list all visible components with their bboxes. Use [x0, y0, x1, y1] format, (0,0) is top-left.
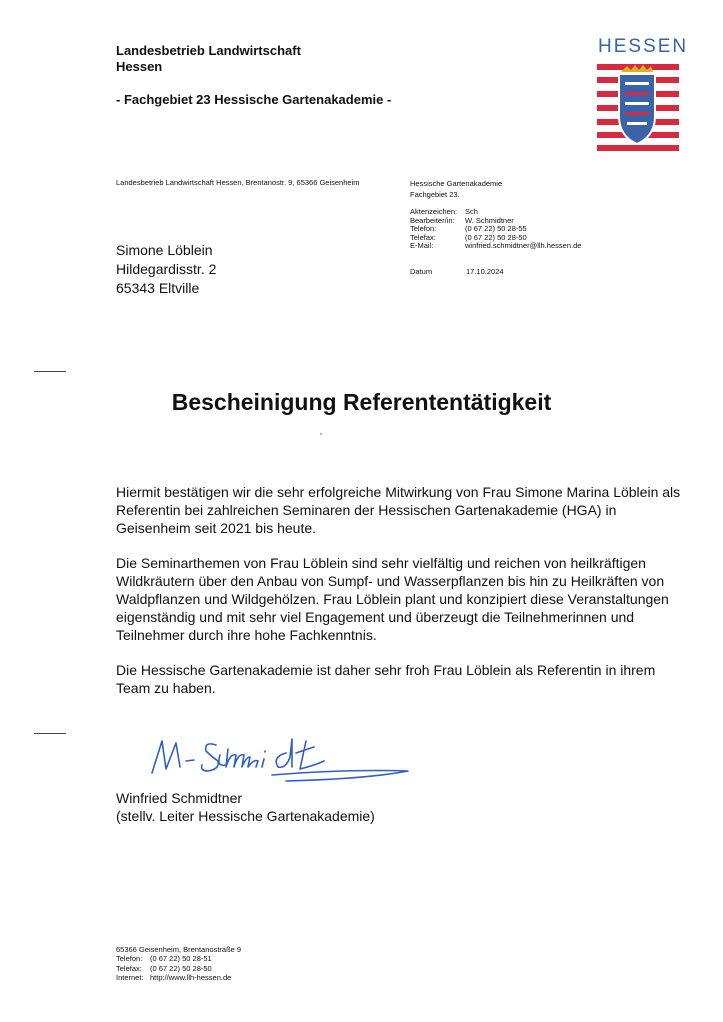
- date-row: [410, 267, 504, 276]
- info-department: [410, 178, 502, 200]
- recipient-street: Hildegardisstr. 2: [116, 261, 217, 277]
- info-value: (0 67 22) 50 28-50: [465, 232, 527, 242]
- fold-mark: [34, 733, 66, 734]
- footer-website: http://www.llh-hessen.de: [150, 972, 232, 982]
- department-heading: - Fachgebiet 23 Hessische Gartenakademie -: [116, 92, 392, 107]
- org-line-1: Landesbetrieb Landwirtschaft: [116, 43, 301, 58]
- info-value: Sch: [465, 207, 478, 216]
- info-key: E-Mail:: [410, 241, 434, 251]
- footer-key: Telefax:: [116, 963, 142, 973]
- info-dept-code: Fachgebiet 23.: [410, 190, 460, 199]
- letter-body: [116, 483, 686, 714]
- email-value: winfried.schmidtner@llh.hessen.de: [465, 241, 582, 251]
- recipient-city: 65343 Eltville: [116, 280, 200, 296]
- date-key: Datum: [410, 267, 433, 276]
- info-key: Telefax:: [410, 232, 436, 242]
- info-value: W. Schmidtner: [465, 215, 514, 225]
- info-table: [410, 208, 581, 251]
- body-paragraph-3: Die Hessische Gartenakademie ist daher sehr froh Frau Löblein als Referentin in ihrem Team zu haben.: [116, 662, 656, 696]
- recipient-address: [116, 241, 216, 298]
- footer-value: (0 67 22) 50 28-50: [150, 963, 212, 973]
- body-paragraph-1: Hiermit bestätigen wir die sehr erfolgreiche Mitwirkung von Frau Simone Marina Löblein als Referentin bei zahlreichen Seminaren der Hessischen Gartenakademie (HGA) in Geisenheim seit 2021 bis heute.: [116, 484, 681, 536]
- signer-role: (stellv. Leiter Hessische Gartenakademie): [116, 808, 375, 824]
- scan-speck: [320, 433, 322, 435]
- footer-row: [116, 954, 241, 963]
- info-key: Telefon:: [410, 224, 437, 234]
- handwritten-signature: [146, 735, 416, 790]
- info-dept-name: Hessische Gartenakademie: [410, 179, 503, 188]
- fold-mark: [34, 371, 66, 372]
- info-row: [410, 242, 581, 251]
- signer-block: [116, 789, 375, 825]
- footer-value: (0 67 22) 50 28-51: [150, 954, 212, 964]
- document-title: Bescheinigung Referententätigkeit: [171, 389, 552, 415]
- info-key: Aktenzeichen:: [410, 207, 458, 216]
- info-key: Bearbeiter/in:: [410, 215, 455, 225]
- lion-shield-icon: [619, 65, 655, 144]
- hessen-coat-of-arms-logo: [597, 64, 679, 151]
- signer-name: Winfried Schmidtner: [116, 790, 243, 806]
- sender-address-line: Landesbetrieb Landwirtschaft Hessen, Brentanostr. 9, 65366 Geisenheim: [116, 178, 360, 187]
- org-line-2: Hessen: [116, 59, 163, 74]
- footer-address: 65366 Geisenheim, Brentanostraße 9: [116, 945, 242, 954]
- footer-key: Telefon:: [116, 954, 143, 964]
- hessen-logo-text: HESSEN: [598, 36, 689, 57]
- body-paragraph-2: Die Seminarthemen von Frau Löblein sind sehr vielfältig und reichen von heilkräftigen Wildkräutern über den Anbau von Sumpf- und Wasserpflanzen bis hin zu Heilkräften von Waldpflanzen und Wildgehölzen. Frau Löblein plant und konzipiert diese Veranstaltungen eigenständig und mit sehr viel Engagement und überzeugt die Teilnehmerinnen und Teilnehmer durch ihre hohe Fachkenntnis.: [116, 555, 669, 643]
- info-value: (0 67 22) 50 28-55: [465, 224, 527, 234]
- date-value: 17.10.2024: [466, 267, 504, 276]
- footer-contact: [116, 945, 241, 982]
- footer-key: Internet:: [116, 972, 144, 982]
- footer-row: [116, 973, 241, 982]
- organization-name: [116, 43, 301, 75]
- recipient-name: Simone Löblein: [116, 242, 213, 258]
- footer-row: [116, 964, 241, 973]
